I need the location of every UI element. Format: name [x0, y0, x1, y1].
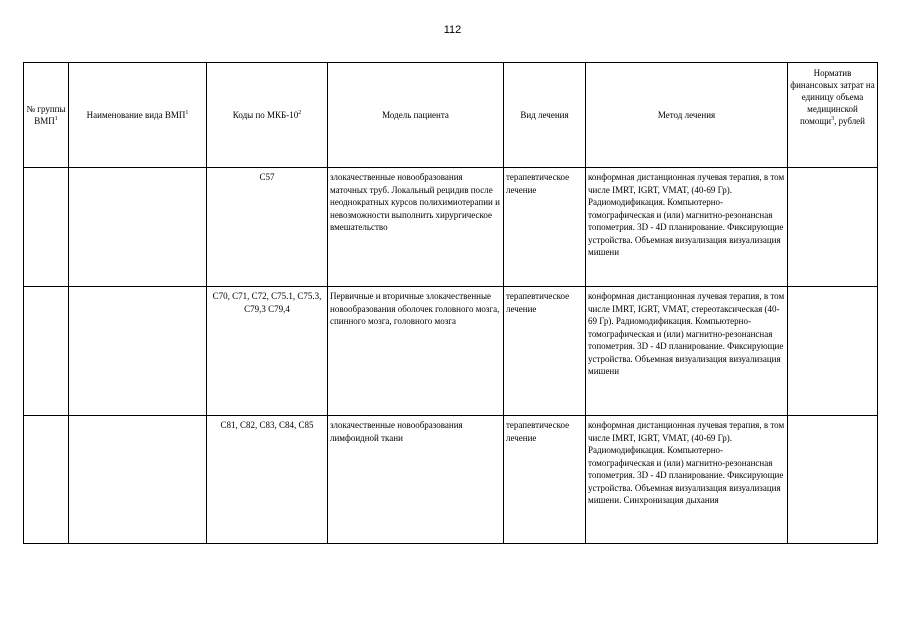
cell-group-no — [24, 416, 69, 544]
cell-icd-codes: C81, C82, C83, C84, C85 — [207, 416, 328, 544]
header-icd-codes: Коды по МКБ-$10^2$ — [207, 63, 328, 168]
cell-financial-norm — [788, 416, 878, 544]
header-treatment-method: Метод лечения — [586, 63, 788, 168]
cell-financial-norm — [788, 287, 878, 416]
cell-financial-norm — [788, 168, 878, 287]
cell-icd-codes: C57 — [207, 168, 328, 287]
vmp-table — [23, 62, 878, 544]
cell-icd-codes: C70, C71, C72, C75.1, C75.3, C79,3 C79,4 — [207, 287, 328, 416]
cell-treatment-method: конформная дистанционная лучевая терапия, в том числе IMRT, IGRT, VMAT, (40-69 Гр). Радиомодификация. Компьютерно-томографическая и (или) магнитно-резонансная топометрия. 3D - 4D планирование. Фиксирующие устройства. Объемная визуализация визуализация мишени — [586, 168, 788, 287]
header-financial-norm: Норматив финансовых затрат на единицу объема медицинской помощи$^3$, рублей — [788, 63, 878, 168]
cell-vmp-name — [69, 416, 207, 544]
cell-vmp-name — [69, 168, 207, 287]
cell-treatment-type: терапевтическое лечение — [504, 416, 586, 544]
cell-patient-model: злокачественные новообразования лимфоидной ткани — [328, 416, 504, 544]
header-vmp-name: Наименование вида ВМП$^1$ — [69, 63, 207, 168]
cell-vmp-name — [69, 287, 207, 416]
table-header-row — [24, 63, 878, 168]
header-treatment-type: Вид лечения — [504, 63, 586, 168]
cell-group-no — [24, 168, 69, 287]
table-row — [24, 416, 878, 544]
header-patient-model: Модель пациента — [328, 63, 504, 168]
cell-group-no — [24, 287, 69, 416]
cell-treatment-type: терапевтическое лечение — [504, 287, 586, 416]
cell-treatment-type: терапевтическое лечение — [504, 168, 586, 287]
header-group-no: № группы ВМП$^1$ — [24, 63, 69, 168]
cell-treatment-method: конформная дистанционная лучевая терапия, в том числе IMRT, IGRT, VMAT, (40-69 Гр). Радиомодификация. Компьютерно-томографическая и (или) магнитно-резонансная топометрия. 3D - 4D планирование. Фиксирующие устройства. Объемная визуализация визуализация мишени. Синхронизация дыхания — [586, 416, 788, 544]
cell-patient-model: злокачественные новообразования маточных труб. Локальный рецидив после неоднократных курсов полихимиотерапии и невозможности выполнить хирургическое вмешательство — [328, 168, 504, 287]
table-row — [24, 168, 878, 287]
table-row — [24, 287, 878, 416]
cell-patient-model: Первичные и вторичные злокачественные новообразования оболочек головного мозга, спинного мозга, головного мозга — [328, 287, 504, 416]
cell-treatment-method: конформная дистанционная лучевая терапия, в том числе IMRT, IGRT, VMAT, стереотаксическая (40-69 Гр). Радиомодификация. Компьютерно-томографическая и (или) магнитно-резонансная топометрия. 3D - 4D планирование. Фиксирующие устройства. Объемная визуализация визуализация мишени — [586, 287, 788, 416]
page-number: 112 — [443, 24, 462, 36]
